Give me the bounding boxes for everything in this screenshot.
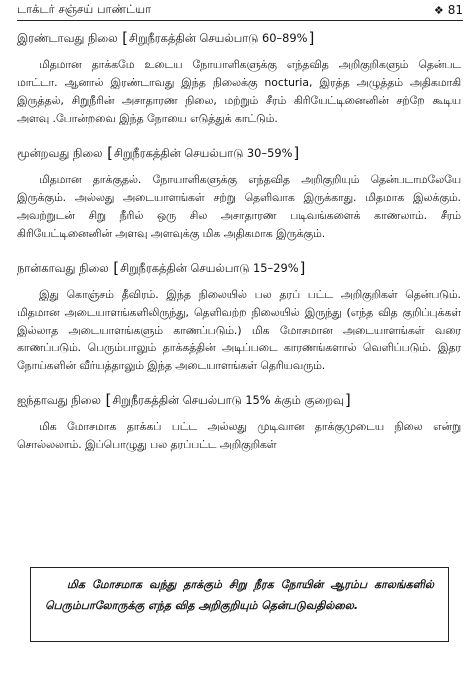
stage-2-function: சிறுநீரகத்தின் செயல்பாடு 60–89% xyxy=(129,31,308,45)
stage-3-paragraph: மிதமான தாக்குதல். நோயாளிகளுக்கு எந்தவித அறிகுறியும் தென்படாமலேயே இருக்கும். அல்லது அடையாளங்கள் சற்று தெளிவாக இருக்காது. மிதமாக இலக்கும். அவற்றுடன் சிறு நீரில் ஒரு சில அசாதாரண படிவங்களைக் காணலாம். சீரம் கிரியேட்டினைனின் அளவு அளவுக்கு மிக அதிகமாக இருக்கும். xyxy=(17,173,461,240)
stage-5-function: சிறுநீரகத்தின் செயல்பாடு 15% க்கும் குறைவு xyxy=(112,392,344,407)
stage-5-heading: ஐந்தாவது நிலை [சிறுநீரகத்தின் செயல்பாடு 15% க்கும் குறைவு] xyxy=(17,390,351,409)
stage-3-heading: மூன்றவது நிலை [சிறுநீரகத்தின் செயல்பாடு 30–59%] xyxy=(17,144,300,162)
stage-2-heading: இரண்டாவது நிலை [சிறுநீரகத்தின் செயல்பாடு 60–89%] xyxy=(17,29,315,47)
stage-4-paragraph: இது கொஞ்சம் தீவிரம். இந்த நிலையில் பல தரப் பட்ட அறிகுறிகள் தென்படும். மிதமான அடையாளங்களிலிருந்து, தெளிவற்ற நிலையில் இருந்து (எந்த வித குறிப்புக்கள் இல்லாத அடையாளங்களும் காணப்படும்.) மிக மோசமான அடையாளங்கள் வரை காணப்படும். பெரும்பாலும் தாக்கத்தின் அடிப்படை காரணங்களால் வெளிப்படும். இதர நோய்களின் வீர்யத்தாலும் இந்த அடையாளங்கள் தெரியவரும். xyxy=(17,288,461,373)
callout-text: மிக மோசமாக வந்து தாக்கும் சிறு நீரக நோயின் ஆரம்ப காலங்களில் பெரும்பாலோருக்கு எந்த வித அறிகுறியும் தென்படுவதில்லை. xyxy=(45,578,434,612)
stage-4-heading: நான்காவது நிலை [சிறுநீரகத்தின் செயல்பாடு 15–29%] xyxy=(17,259,306,277)
running-title: டாக்டர் சஞ்சய் பாண்ட்யா xyxy=(17,2,152,16)
stage-2-paragraph: மிதமான தாக்கமே உடைய நோயாளிகளுக்கு எந்தவித அறிகுறிகளும் தென்பட மாட்டா. ஆனால் இரண்டாவது இந்த நிலைக்கு nocturia, இரத்த அழுத்தம் அதிகமாகி இருத்தல், சிறுநீரின் அசாதாரண நிலை, மற்றும் சீரம் கிரியேட்டினைனின் சற்றே கூடிய அளவு .போன்றவை இந்த நோயை எடுத்துக் காட்டும். xyxy=(17,58,461,125)
stage-5-paragraph: மிக மோசமாக தாக்கப் பட்ட அல்லது முடிவான தாக்குமுடைய நிலை என்று சொல்லலாம். இப்பொழுது பல தரப்பட்ட அறிகுறிகள் xyxy=(17,419,461,451)
diamond-ornament-icon: ❖ xyxy=(433,3,444,17)
page-number: 81 xyxy=(447,3,463,17)
callout-box xyxy=(30,567,449,642)
stage-4-function: சிறுநீரகத்தின் செயல்பாடு 15–29% xyxy=(120,261,299,275)
page-number-group xyxy=(434,3,463,17)
page-content xyxy=(17,24,461,454)
running-header xyxy=(17,0,463,21)
stage-3-function: சிறுநீரகத்தின் செயல்பாடு 30–59% xyxy=(113,146,293,160)
